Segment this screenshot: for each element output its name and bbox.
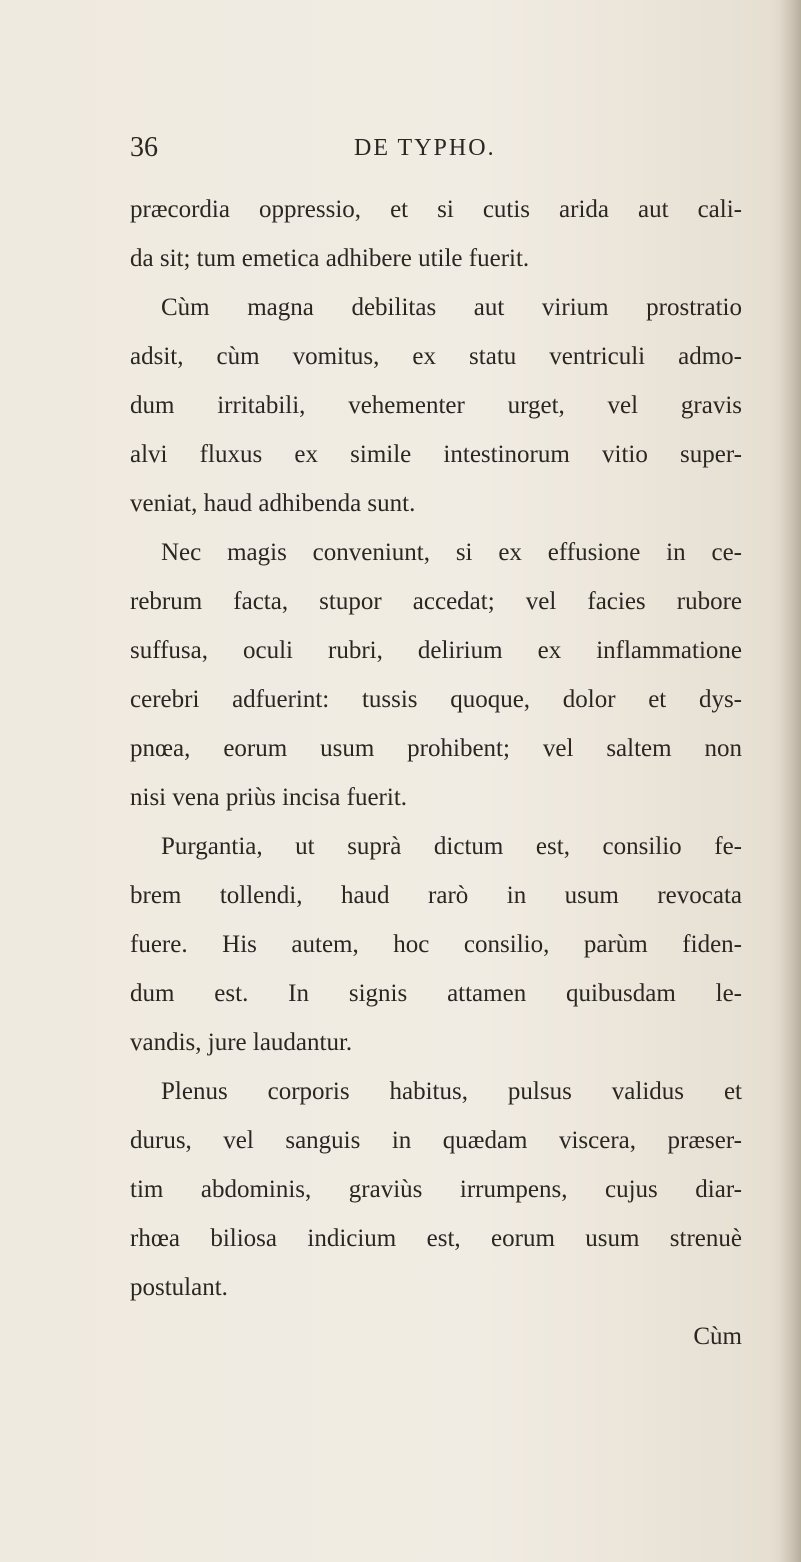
- text-line: vandis, jure laudantur.: [130, 1029, 353, 1056]
- text-line: præcordia oppressio, et si cutis arida aut cali-: [130, 196, 742, 223]
- text-line: veniat, haud adhibenda sunt.: [130, 490, 416, 517]
- catchword: Cùm: [693, 1323, 742, 1350]
- running-title: DE TYPHO.: [354, 135, 496, 161]
- text-line: fuere. His autem, hoc consilio, parùm fiden-: [130, 931, 742, 958]
- text-line: nisi vena priùs incisa fuerit.: [130, 784, 408, 811]
- text-line: suffusa, oculi rubri, delirium ex inflammatione: [130, 637, 742, 664]
- text-line: dum est. In signis attamen quibusdam le-: [130, 980, 742, 1007]
- page-edge-shadow: [779, 0, 801, 1562]
- text-line: rebrum facta, stupor accedat; vel facies rubore: [130, 588, 742, 615]
- text-line: durus, vel sanguis in quædam viscera, præser-: [130, 1127, 742, 1154]
- text-line: dum irritabili, vehementer urget, vel gravis: [130, 392, 742, 419]
- text-line: adsit, cùm vomitus, ex statu ventriculi admo-: [130, 343, 742, 370]
- text-line: Nec magis conveniunt, si ex effusione in ce-: [161, 539, 742, 566]
- text-line: Plenus corporis habitus, pulsus validus et: [161, 1078, 742, 1105]
- page-header: [130, 132, 565, 172]
- text-line: Purgantia, ut suprà dictum est, consilio fe-: [161, 833, 742, 860]
- text-line: postulant.: [130, 1274, 228, 1301]
- text-line: cerebri adfuerint: tussis quoque, dolor et dys-: [130, 686, 742, 713]
- page-number: 36: [130, 132, 158, 163]
- text-line: brem tollendi, haud rarò in usum revocata: [130, 882, 742, 909]
- text-line: rhœa biliosa indicium est, eorum usum strenuè: [130, 1225, 742, 1252]
- text-line: Cùm magna debilitas aut virium prostratio: [161, 294, 742, 321]
- text-line: alvi fluxus ex simile intestinorum vitio super-: [130, 441, 742, 468]
- text-line: tim abdominis, graviùs irrumpens, cujus diar-: [130, 1176, 742, 1203]
- text-line: da sit; tum emetica adhibere utile fuerit.: [130, 245, 530, 272]
- text-line: pnœa, eorum usum prohibent; vel saltem non: [130, 735, 742, 762]
- body-text: [130, 185, 742, 1361]
